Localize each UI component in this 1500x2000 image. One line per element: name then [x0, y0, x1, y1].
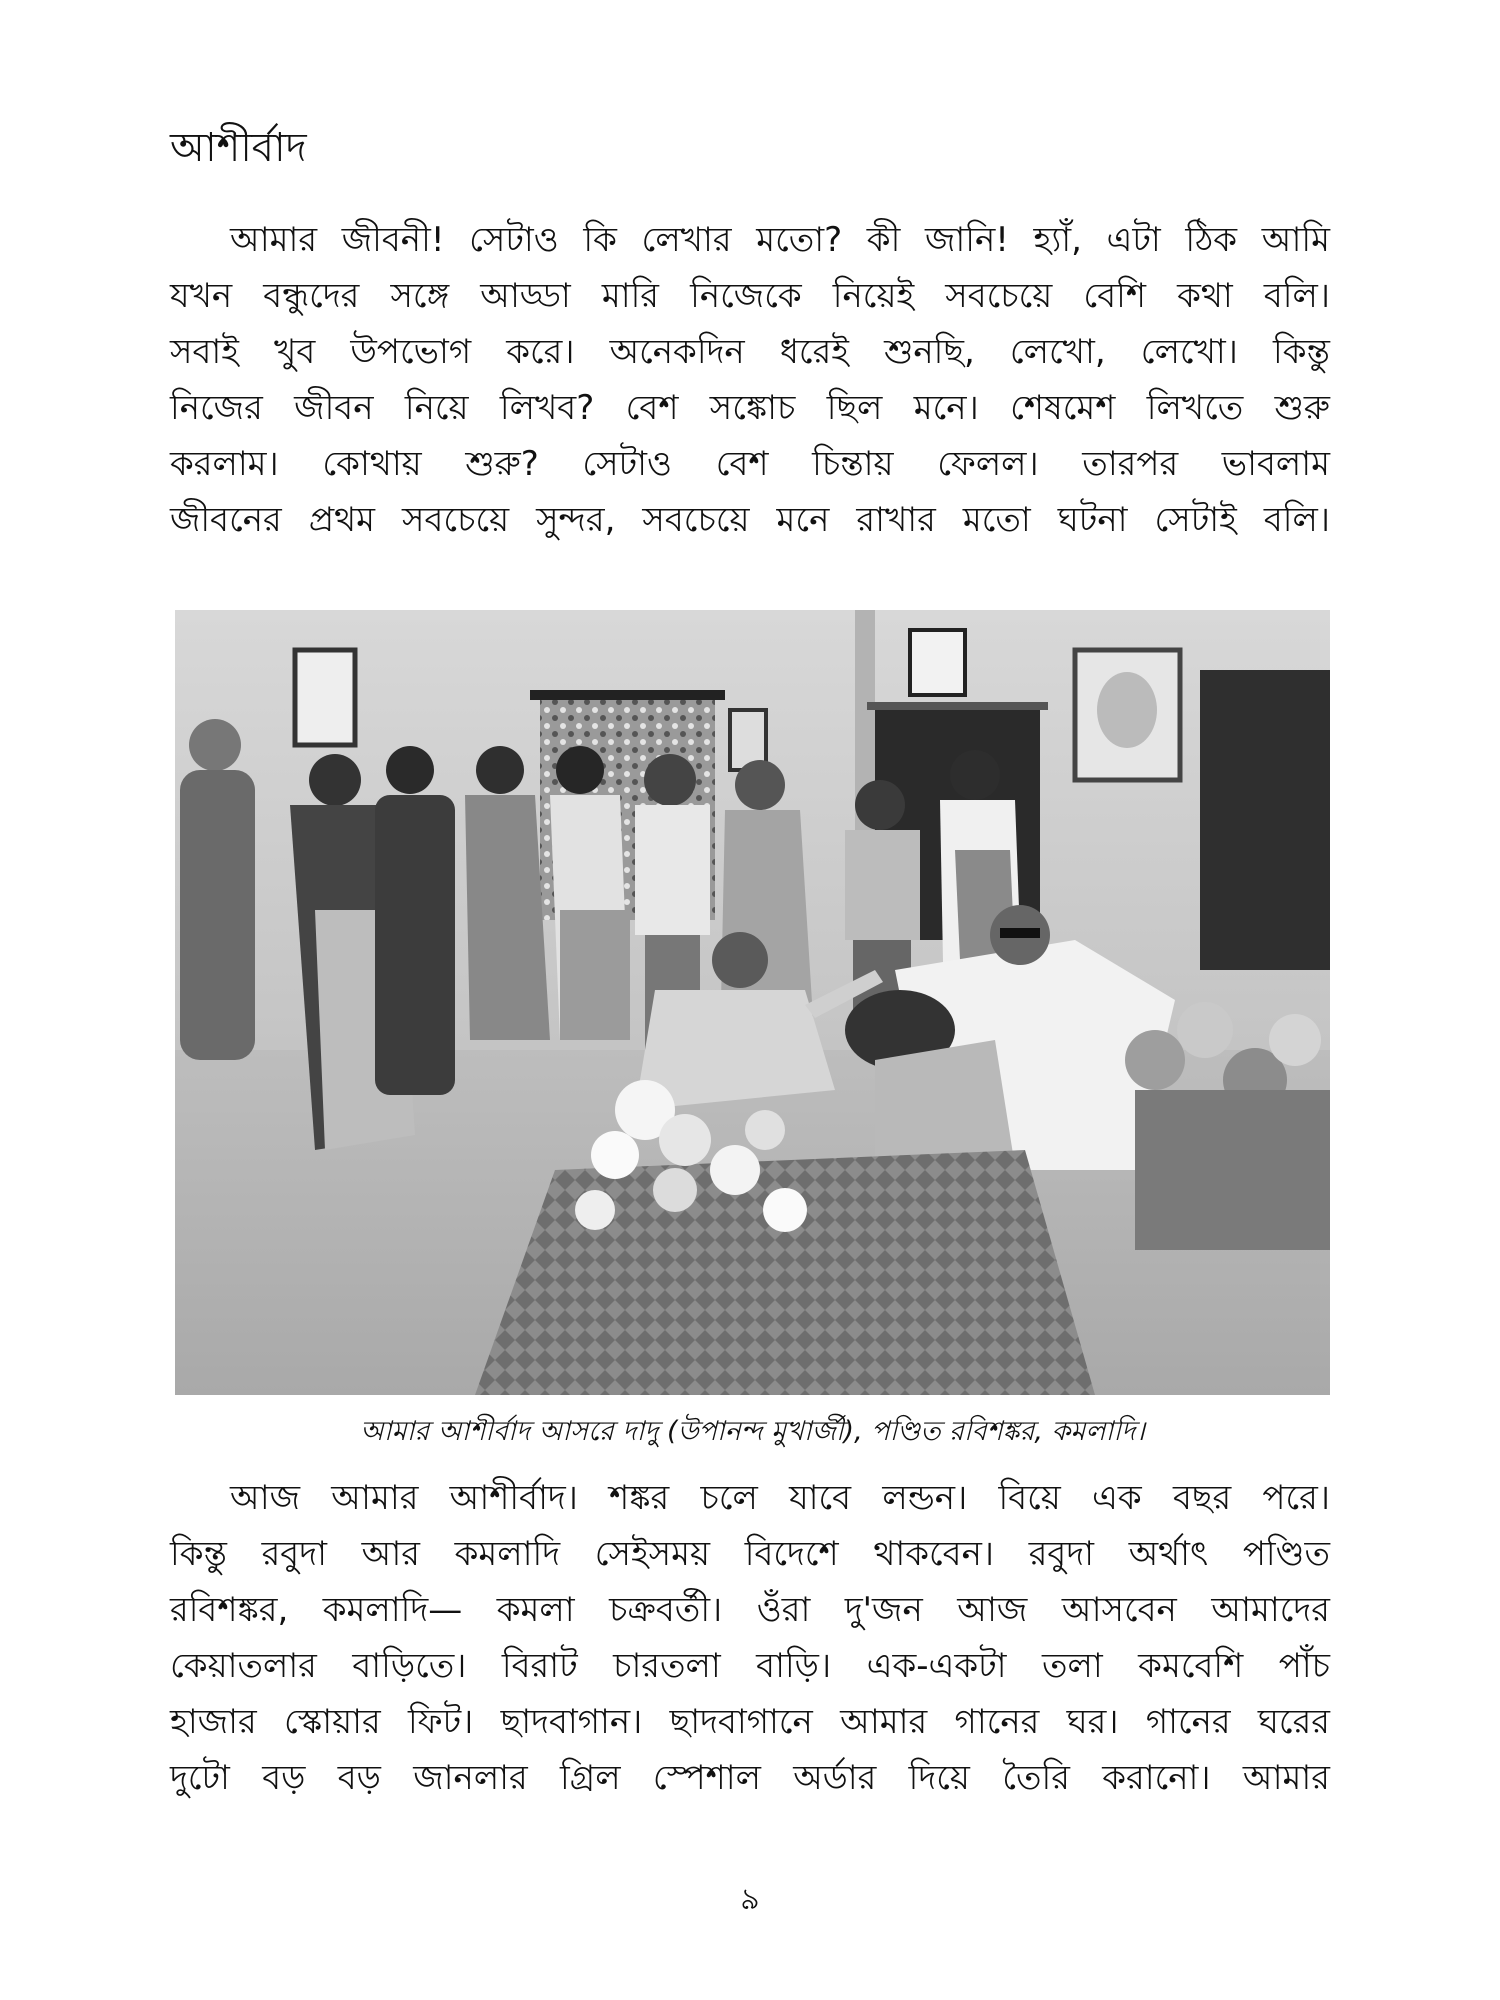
text-line: কেয়াতলার বাড়িতে। বিরাট চারতলা বাড়ি। এক-একটা তলা কমবেশি পাঁচ — [170, 1646, 1330, 1686]
text-line: আমার জীবনী! সেটাও কি লেখার মতো? কী জানি! হ্যাঁ, এটা ঠিক আমি — [230, 220, 1330, 260]
text-line: করলাম। কোথায় শুরু? সেটাও বেশ চিন্তায় ফেলল। তারপর ভাবলাম — [170, 444, 1330, 484]
text-line: রবিশঙ্কর, কমলাদি— কমলা চক্রবর্তী। ওঁরা দু'জন আজ আসবেন আমাদের — [170, 1590, 1330, 1630]
text-line: যখন বন্ধুদের সঙ্গে আড্ডা মারি নিজেকে নিয়েই সবচেয়ে বেশি কথা বলি। — [170, 276, 1330, 316]
picture-frame — [910, 630, 965, 695]
flower-basket — [1125, 1002, 1330, 1250]
text-line: আজ আমার আশীর্বাদ। শঙ্কর চলে যাবে লন্ডন। বিয়ে এক বছর পরে। — [230, 1478, 1330, 1518]
doorway — [1200, 670, 1330, 970]
text-line: সবাই খুব উপভোগ করে। অনেকদিন ধরেই শুনছি, লেখো, লেখো। কিন্তু — [170, 332, 1330, 372]
paragraph-1 — [170, 212, 1330, 548]
floor-carpet — [475, 1150, 1095, 1395]
paragraph-2 — [170, 1470, 1330, 1806]
text-line: নিজের জীবন নিয়ে লিখব? বেশ সঙ্কোচ ছিল মনে। শেষমেশ লিখতে শুরু — [170, 388, 1330, 428]
curtain-rod — [530, 690, 725, 700]
text-line: জীবনের প্রথম সবচেয়ে সুন্দর, সবচেয়ে মনে রাখার মতো ঘটনা সেটাই বলি। — [170, 500, 1330, 540]
guest-figure — [375, 746, 455, 1095]
photo-caption: আমার আশীর্বাদ আসরে দাদু (উপানন্দ মুখার্জী), পণ্ডিত রবিশঙ্কর, কমলাদি। — [360, 1416, 1145, 1447]
blessing-ceremony-photo — [175, 610, 1330, 1395]
chapter-title: আশীর্বাদ — [170, 125, 307, 171]
portrait-face — [1097, 672, 1157, 748]
picture-frame — [295, 650, 355, 745]
text-line: দুটো বড় বড় জানলার গ্রিল স্পেশাল অর্ডার দিয়ে তৈরি করানো। আমার — [170, 1758, 1330, 1798]
page-number: ৯ — [740, 1882, 760, 1917]
text-line: হাজার স্কোয়ার ফিট। ছাদবাগান। ছাদবাগানে আমার গানের ঘর। গানের ঘরের — [170, 1702, 1330, 1742]
door-frame — [867, 702, 1048, 710]
text-line: কিন্তু রবুদা আর কমলাদি সেইসময় বিদেশে থাকবেন। রবুদা অর্থাৎ পণ্ডিত — [170, 1534, 1330, 1574]
